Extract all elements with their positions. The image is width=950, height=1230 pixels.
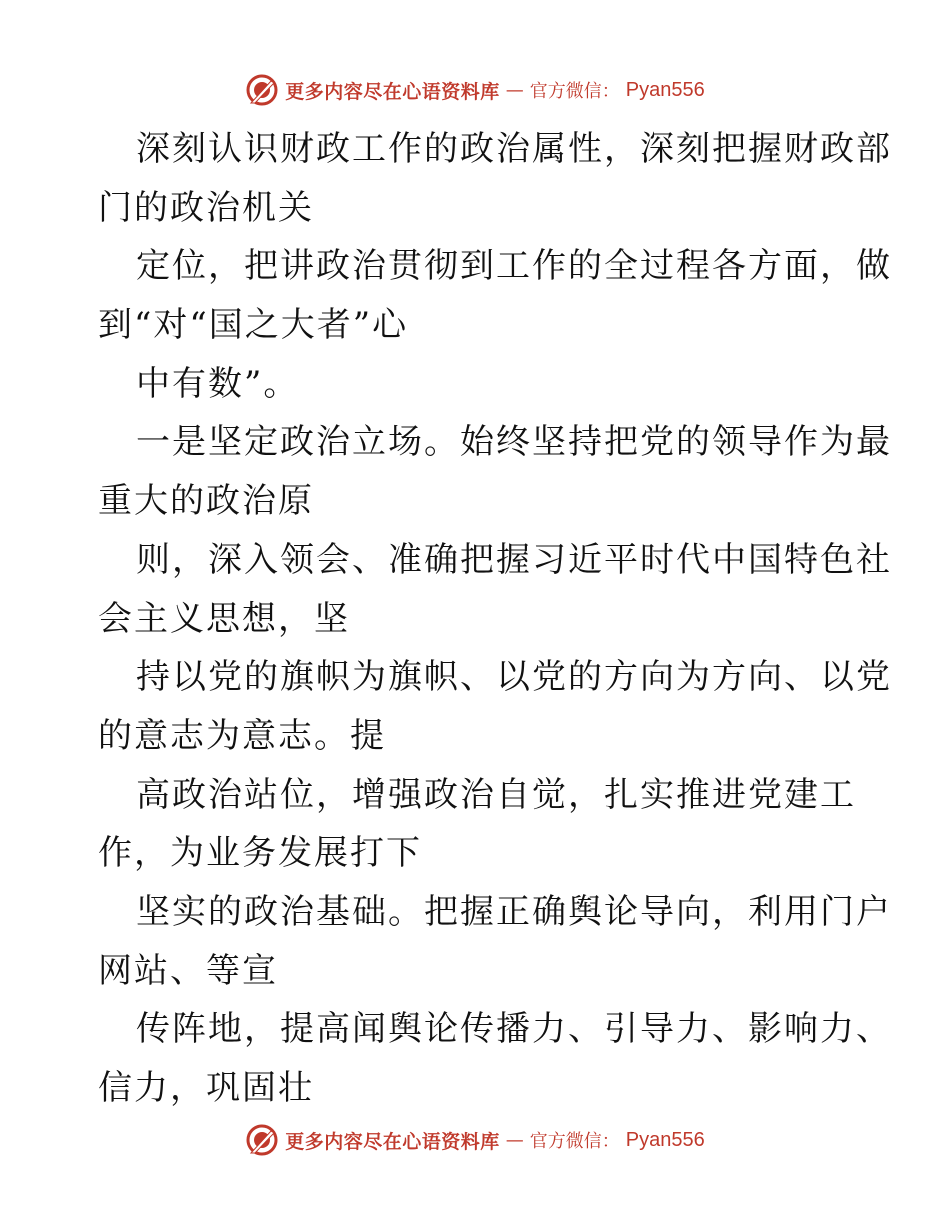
text-line: 传阵地，提高闻舆论传播力、引导力、影响力、	[136, 1009, 892, 1050]
watermark-brand: 更多内容尽在心语资料库	[285, 80, 500, 103]
feather-seal-icon	[245, 1123, 279, 1157]
text-line: 深刻认识财政工作的政治属性，深刻把握财政部	[136, 129, 892, 169]
watermark-dash: —	[505, 1129, 524, 1151]
text-line: 作，为业务发展打下	[98, 833, 422, 874]
text-line: 信力，巩固壮	[98, 1068, 314, 1108]
text-line: 高政治站位，增强政治自觉，扎实推进党建工	[136, 774, 856, 815]
text-line: 门的政治机关	[98, 187, 314, 228]
text-line: 持以党的旗帜为旗帜、以党的方向为方向、以党	[136, 657, 892, 698]
footer-watermark	[0, 1120, 950, 1160]
watermark-label: 官方微信：	[529, 81, 620, 102]
watermark-dash: —	[505, 79, 524, 101]
text-line: 定位，把讲政治贯彻到工作的全过程各方面，做	[136, 246, 892, 287]
watermark-brand: 更多内容尽在心语资料库	[285, 1130, 500, 1153]
watermark-wechat-id: Pyan556	[625, 1128, 705, 1151]
text-line: 一是坚定政治立场。始终坚持把党的领导作为最	[136, 422, 892, 463]
text-line: 网站、等宣	[98, 950, 278, 991]
text-line: 则，深入领会、准确把握习近平时代中国特色社	[136, 539, 892, 580]
watermark-wechat-id: Pyan556	[625, 78, 705, 101]
text-line: 到“对“国之大者”心	[98, 305, 409, 346]
text-line: 中有数”。	[136, 363, 300, 404]
text-line: 坚实的政治基础。把握正确舆论导向，利用门户	[136, 891, 892, 932]
document-body	[98, 120, 892, 1118]
header-watermark	[0, 70, 950, 110]
watermark-label: 官方微信：	[529, 1131, 620, 1152]
text-line: 重大的政治原	[98, 481, 314, 522]
feather-seal-icon	[245, 73, 279, 107]
text-line: 的意志为意志。提	[98, 715, 386, 756]
text-line: 会主义思想，坚	[98, 598, 350, 639]
